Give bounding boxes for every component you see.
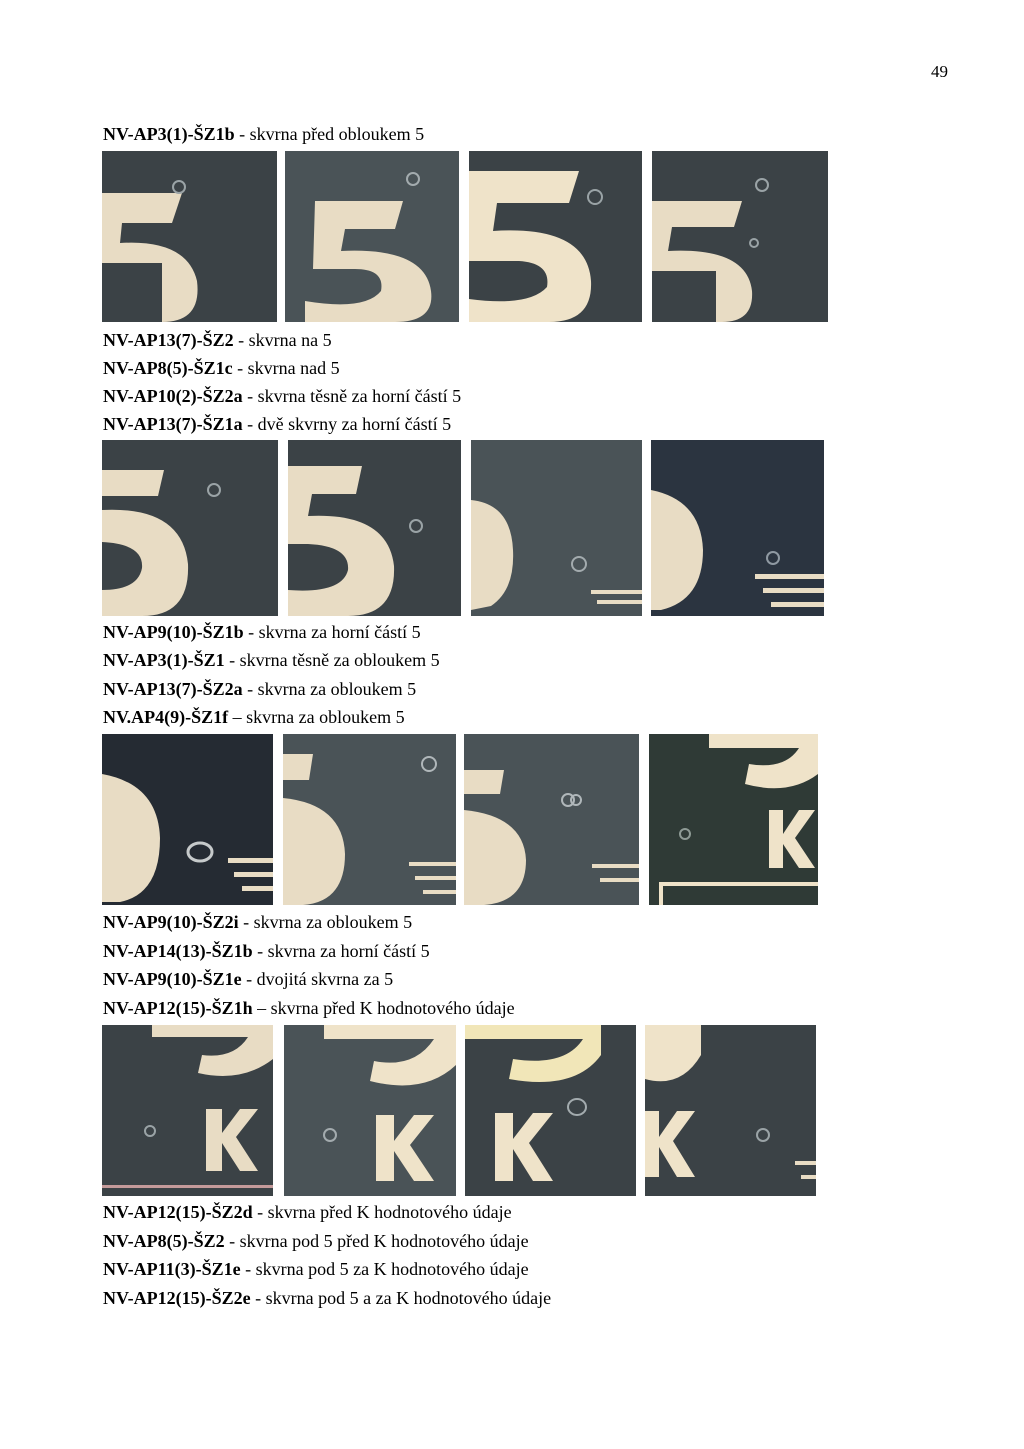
- caption-line: [103, 908, 412, 936]
- stamp-detail-image: [651, 440, 824, 616]
- stamp-detail-image: [283, 734, 456, 905]
- caption-line: [103, 1227, 529, 1255]
- variety-description: – skvrna před K hodnotového údaje: [252, 998, 515, 1018]
- caption-line: [103, 994, 515, 1022]
- caption-line: [103, 120, 424, 148]
- caption-line: [103, 965, 393, 993]
- variety-description: – skvrna za obloukem 5: [228, 707, 405, 727]
- variety-code: NV-AP11(3)-ŠZ1e: [103, 1259, 241, 1279]
- variety-description: - skvrna před K hodnotového údaje: [252, 1202, 512, 1222]
- caption-line: [103, 354, 340, 382]
- variety-description: - dvojitá skvrna za 5: [241, 969, 394, 989]
- variety-description: - skvrna těsně za obloukem 5: [224, 650, 440, 670]
- caption-line: [103, 410, 451, 438]
- stamp-detail-image: [284, 1025, 456, 1196]
- variety-code: NV-AP13(7)-ŠZ2a: [103, 679, 243, 699]
- caption-line: [103, 937, 430, 965]
- variety-code: NV-AP9(10)-ŠZ2i: [103, 912, 239, 932]
- stamp-detail-image: [102, 440, 278, 616]
- variety-code: NV-AP13(7)-ŠZ2: [103, 330, 234, 350]
- stamp-detail-image: [471, 440, 642, 616]
- caption-line: [103, 703, 405, 731]
- stamp-detail-image: [102, 1025, 273, 1196]
- stamp-detail-image: [464, 734, 639, 905]
- stamp-detail-image: [645, 1025, 816, 1196]
- stamp-detail-image: [288, 440, 461, 616]
- stamp-detail-image: [102, 151, 277, 322]
- variety-code: NV-AP3(1)-ŠZ1: [103, 650, 225, 670]
- stamp-detail-image: [285, 151, 459, 322]
- variety-code: NV-AP12(15)-ŠZ2e: [103, 1288, 251, 1308]
- variety-description: - skvrna za obloukem 5: [238, 912, 413, 932]
- variety-code: NV-AP8(5)-ŠZ2: [103, 1231, 225, 1251]
- variety-description: - skvrna na 5: [233, 330, 332, 350]
- variety-description: - skvrna pod 5 před K hodnotového údaje: [224, 1231, 529, 1251]
- variety-description: - dvě skvrny za horní částí 5: [242, 414, 452, 434]
- variety-code: NV-AP12(15)-ŠZ1h: [103, 998, 253, 1018]
- caption-line: [103, 1255, 529, 1283]
- variety-description: - skvrna pod 5 a za K hodnotového údaje: [250, 1288, 552, 1308]
- variety-description: - skvrna před obloukem 5: [234, 124, 425, 144]
- variety-description: - skvrna těsně za horní částí 5: [242, 386, 462, 406]
- variety-code: NV.AP4(9)-ŠZ1f: [103, 707, 229, 727]
- variety-code: NV-AP3(1)-ŠZ1b: [103, 124, 235, 144]
- variety-description: - skvrna nad 5: [232, 358, 340, 378]
- caption-line: [103, 1198, 512, 1226]
- stamp-detail-image: [469, 151, 642, 322]
- variety-description: - skvrna za horní částí 5: [243, 622, 421, 642]
- variety-description: - skvrna pod 5 za K hodnotového údaje: [240, 1259, 529, 1279]
- caption-line: [103, 1284, 551, 1312]
- stamp-detail-image: [102, 734, 273, 905]
- page-number: 49: [931, 62, 948, 81]
- caption-line: [103, 618, 421, 646]
- caption-line: [103, 326, 332, 354]
- stamp-detail-image: [465, 1025, 636, 1196]
- stamp-detail-image: [649, 734, 818, 905]
- variety-code: NV-AP8(5)-ŠZ1c: [103, 358, 233, 378]
- variety-code: NV-AP14(13)-ŠZ1b: [103, 941, 253, 961]
- variety-code: NV-AP13(7)-ŠZ1a: [103, 414, 243, 434]
- caption-line: [103, 675, 416, 703]
- stamp-detail-image: [652, 151, 828, 322]
- variety-code: NV-AP10(2)-ŠZ2a: [103, 386, 243, 406]
- variety-code: NV-AP9(10)-ŠZ1e: [103, 969, 242, 989]
- variety-description: - skvrna za obloukem 5: [242, 679, 417, 699]
- variety-code: NV-AP12(15)-ŠZ2d: [103, 1202, 253, 1222]
- variety-description: - skvrna za horní částí 5: [252, 941, 430, 961]
- caption-line: [103, 646, 440, 674]
- variety-code: NV-AP9(10)-ŠZ1b: [103, 622, 244, 642]
- caption-line: [103, 382, 461, 410]
